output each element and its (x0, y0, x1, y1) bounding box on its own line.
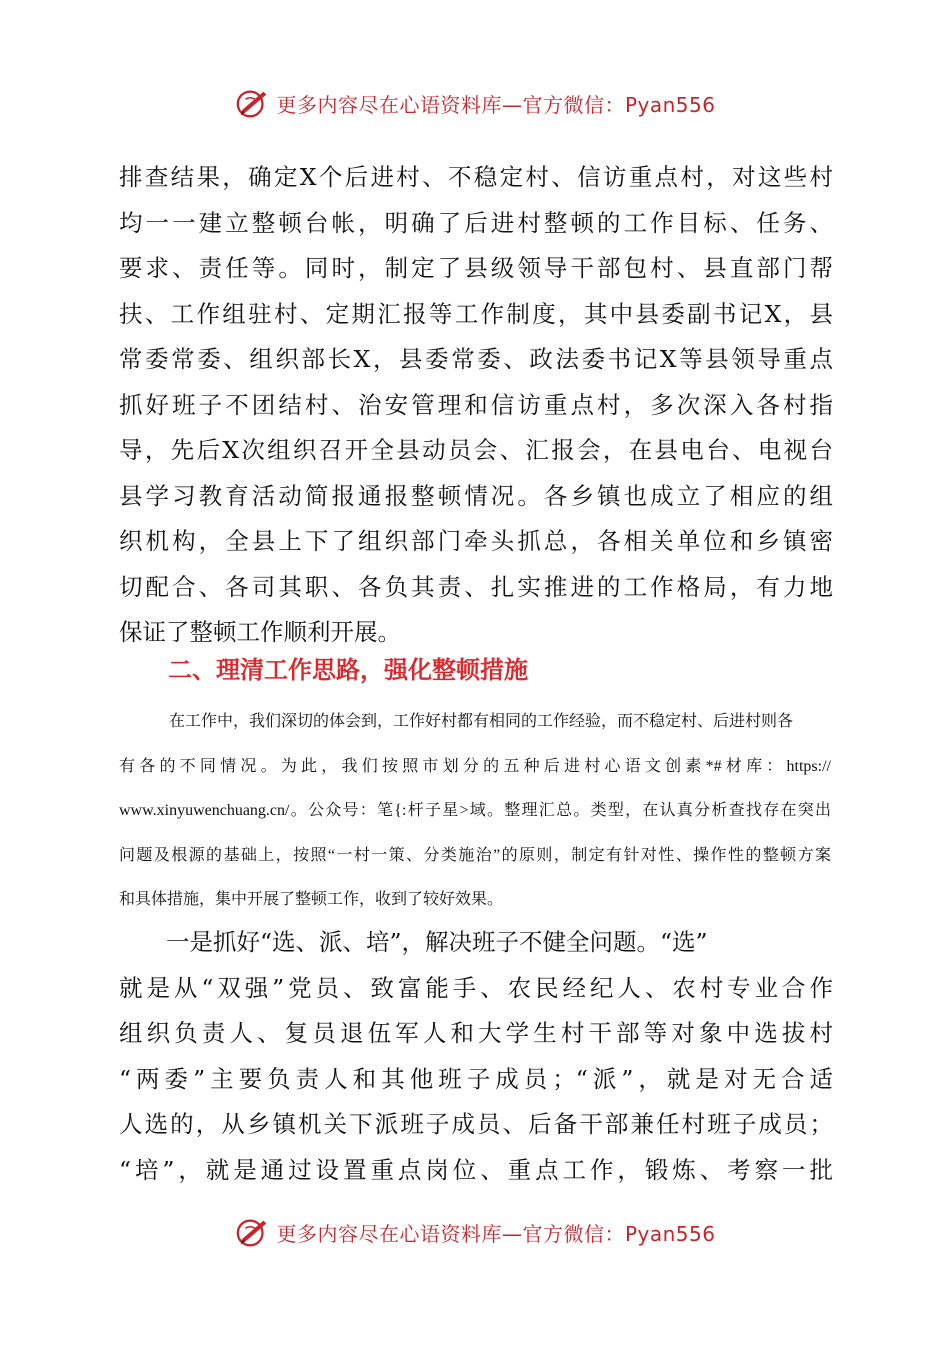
pen-logo-icon (234, 1213, 272, 1251)
text-line: 问题及根源的基础上，按照“一村一策、分类施治”的原则，制定有针对性、操作性的整顿方案 (119, 846, 831, 864)
text-line: “培”，就是通过设置重点岗位、重点工作，锻炼、考察一批 (119, 1155, 833, 1184)
watermark-banner-top (0, 83, 950, 123)
watermark-text: 更多内容尽在心语资料库—官方微信：Pyan556 (276, 92, 716, 117)
text-line: 县学习教育活动简报通报整顿情况。各乡镇也成立了相应的组 (119, 481, 833, 510)
text-line: “两委”主要负责人和其他班子成员；“派”，就是对无合适 (119, 1064, 833, 1093)
text-line: 组织负责人、复员退伍军人和大学生村干部等对象中选拔村 (119, 1019, 833, 1047)
text-line: 要求、责任等。同时，制定了县级领导干部包村、县直部门帮 (119, 254, 833, 282)
text-line: 均一一建立整顿台帐，明确了后进村整顿的工作目标、任务、 (119, 208, 833, 237)
text-line: 和具体措施，集中开展了整顿工作，收到了较好效果。 (119, 891, 504, 908)
text-line: 一是抓好“选、派、培”，解决班子不健全问题。“选” (166, 928, 708, 956)
text-line: 就是从“双强”党员、致富能手、农民经纪人、农村专业合作 (119, 973, 833, 1002)
text-line: 排查结果，确定X个后进村、不稳定村、信访重点村，对这些村 (119, 163, 833, 191)
text-line: 常委常委、组织部长X，县委常委、政法委书记X等县领导重点 (119, 345, 833, 373)
paragraph-2 (119, 700, 831, 923)
paragraph-1 (119, 155, 833, 656)
text-line: 导，先后X次组织召开全县动员会、汇报会，在县电台、电视台 (119, 436, 833, 464)
text-line: www.xinyuwenchuang.cn/。公众号：笔{:杆子星>域。整理汇总。类型，在认真分析查找存在突出 (119, 802, 831, 819)
section-heading: 二、理清工作思路，强化整顿措施 (168, 656, 528, 684)
text-line: 保证了整顿工作顺利开展。 (119, 618, 401, 646)
text-line: 有各的不同情况。为此，我们按照市划分的五种后进村心语文创素*#材库：https:// (119, 757, 831, 775)
text-line: 切配合、各司其职、各负其责、扎实推进的工作格局，有力地 (119, 572, 833, 601)
watermark-text: 更多内容尽在心语资料库—官方微信：Pyan556 (276, 1221, 716, 1246)
text-line: 人选的，从乡镇机关下派班子成员、后备干部兼任村班子成员； (119, 1110, 833, 1138)
text-line: 在工作中，我们深切的体会到，工作好村都有相同的工作经验，而不稳定村、后进村则各 (169, 713, 794, 730)
text-line: 抓好班子不团结村、治安管理和信访重点村，多次深入各村指 (119, 390, 833, 419)
paragraph-3 (119, 920, 833, 1193)
watermark-banner-bottom (0, 1212, 950, 1252)
text-line: 织机构，全县上下了组织部门牵头抓总，各相关单位和乡镇密 (119, 527, 833, 555)
text-line: 扶、工作组驻村、定期汇报等工作制度，其中县委副书记X，县 (119, 299, 833, 328)
pen-logo-icon (234, 84, 272, 122)
